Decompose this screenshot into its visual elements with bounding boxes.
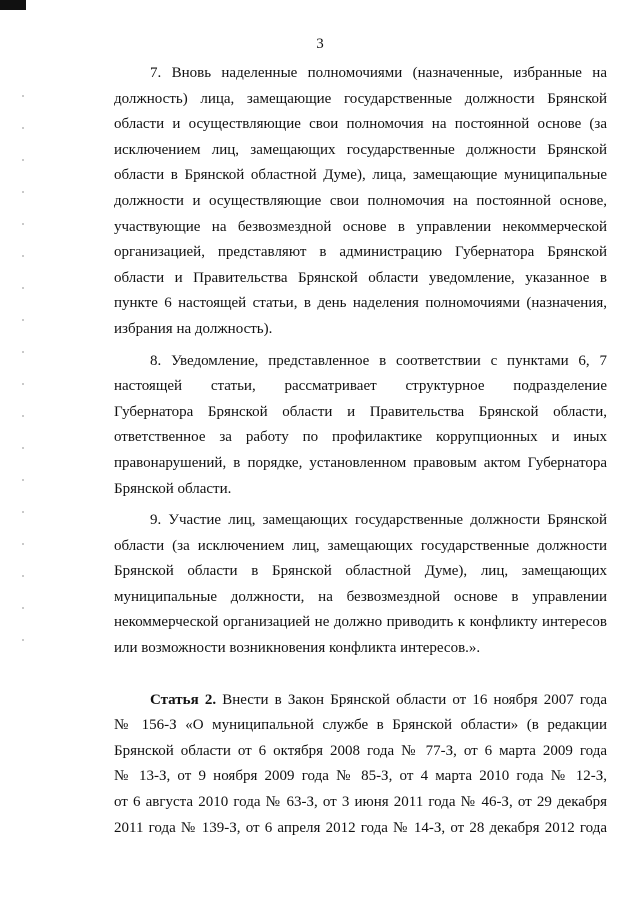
article-2-line: от 6 августа 2010 года № 63-З, от 3 июня 2011 года № 46-З, от 29 декабря	[114, 794, 607, 811]
p9-line: Брянской области в Брянской областной Думе), лиц, замещающих	[114, 563, 607, 580]
p7-line: пункте 6 настоящей статьи, в день наделения полномочиями (назначения,	[114, 295, 607, 312]
article-2-first-line-text: Внести в Закон Брянской области от 16 ноября 2007 года	[216, 691, 607, 708]
p7-line: должность) лица, замещающие государственные должности Брянской	[114, 90, 607, 107]
p7-line: избрания на должность).	[114, 320, 273, 337]
article-2-line: № 156-З «О муниципальной службе в Брянской области» (в редакции	[114, 717, 607, 734]
p9-line: 9. Участие лиц, замещающих государственные должности Брянской	[150, 512, 607, 529]
margin-punch-dots	[22, 95, 24, 655]
p7-line: области и осуществляющие свои полномочия на постоянной основе (за	[114, 116, 607, 133]
article-2-label: Статья 2.	[150, 691, 217, 708]
scan-edge-mark	[0, 0, 26, 10]
paragraph-8	[114, 349, 607, 503]
p7-line: 7. Вновь наделенные полномочиями (назначенные, избранные на	[150, 65, 607, 81]
p8-line: Губернатора Брянской области и Правительства Брянской области,	[114, 403, 607, 420]
p9-line: области (за исключением лиц, замещающих государственные должности	[114, 537, 607, 554]
paragraph-7	[114, 61, 607, 343]
p8-line: Брянской области.	[114, 480, 232, 497]
p7-line: области в Брянской областной Думе), лица, замещающие муниципальные	[114, 167, 607, 184]
paragraph-9	[114, 508, 607, 662]
article-2-line: Брянской области от 6 октября 2008 года № 77-З, от 6 марта 2009 года	[114, 742, 607, 759]
document-body	[114, 61, 607, 841]
p7-line: исключением лиц, замещающих государственные должности Брянской	[114, 141, 607, 158]
article-2	[114, 688, 607, 842]
p7-line: организацией, представляют в администрацию Губернатора Брянской	[114, 244, 607, 261]
p9-line: или возможности возникновения конфликта интересов.».	[114, 640, 481, 657]
p7-line: должности и осуществляющие свои полномочия на постоянной основе,	[114, 192, 607, 209]
p8-line: правонарушений, в порядке, установленном правовым актом Губернатора	[114, 454, 607, 471]
article-2-first-line	[114, 688, 607, 714]
p8-line: ответственное за работу по профилактике коррупционных и иных	[114, 429, 607, 446]
p7-line: участвующие на безвозмездной основе в управлении некоммерческой	[114, 218, 607, 235]
p7-line: области и Правительства Брянской области уведомление, указанное в	[114, 269, 607, 286]
p8-line: настоящей статьи, рассматривает структурное подразделение	[114, 378, 607, 395]
p9-line: муниципальные должности, на безвозмездной основе в управлении	[114, 588, 607, 605]
article-2-line: № 13-З, от 9 ноября 2009 года № 85-З, от 4 марта 2010 года № 12-З,	[114, 768, 607, 785]
article-2-line: 2011 года № 139-З, от 6 апреля 2012 года № 14-З, от 28 декабря 2012 года	[114, 819, 607, 836]
page-number: 3	[316, 36, 324, 52]
p8-line: 8. Уведомление, представленное в соответствии с пунктами 6, 7	[150, 352, 607, 369]
p9-line: некоммерческой организацией не должно приводить к конфликту интересов	[114, 614, 607, 631]
